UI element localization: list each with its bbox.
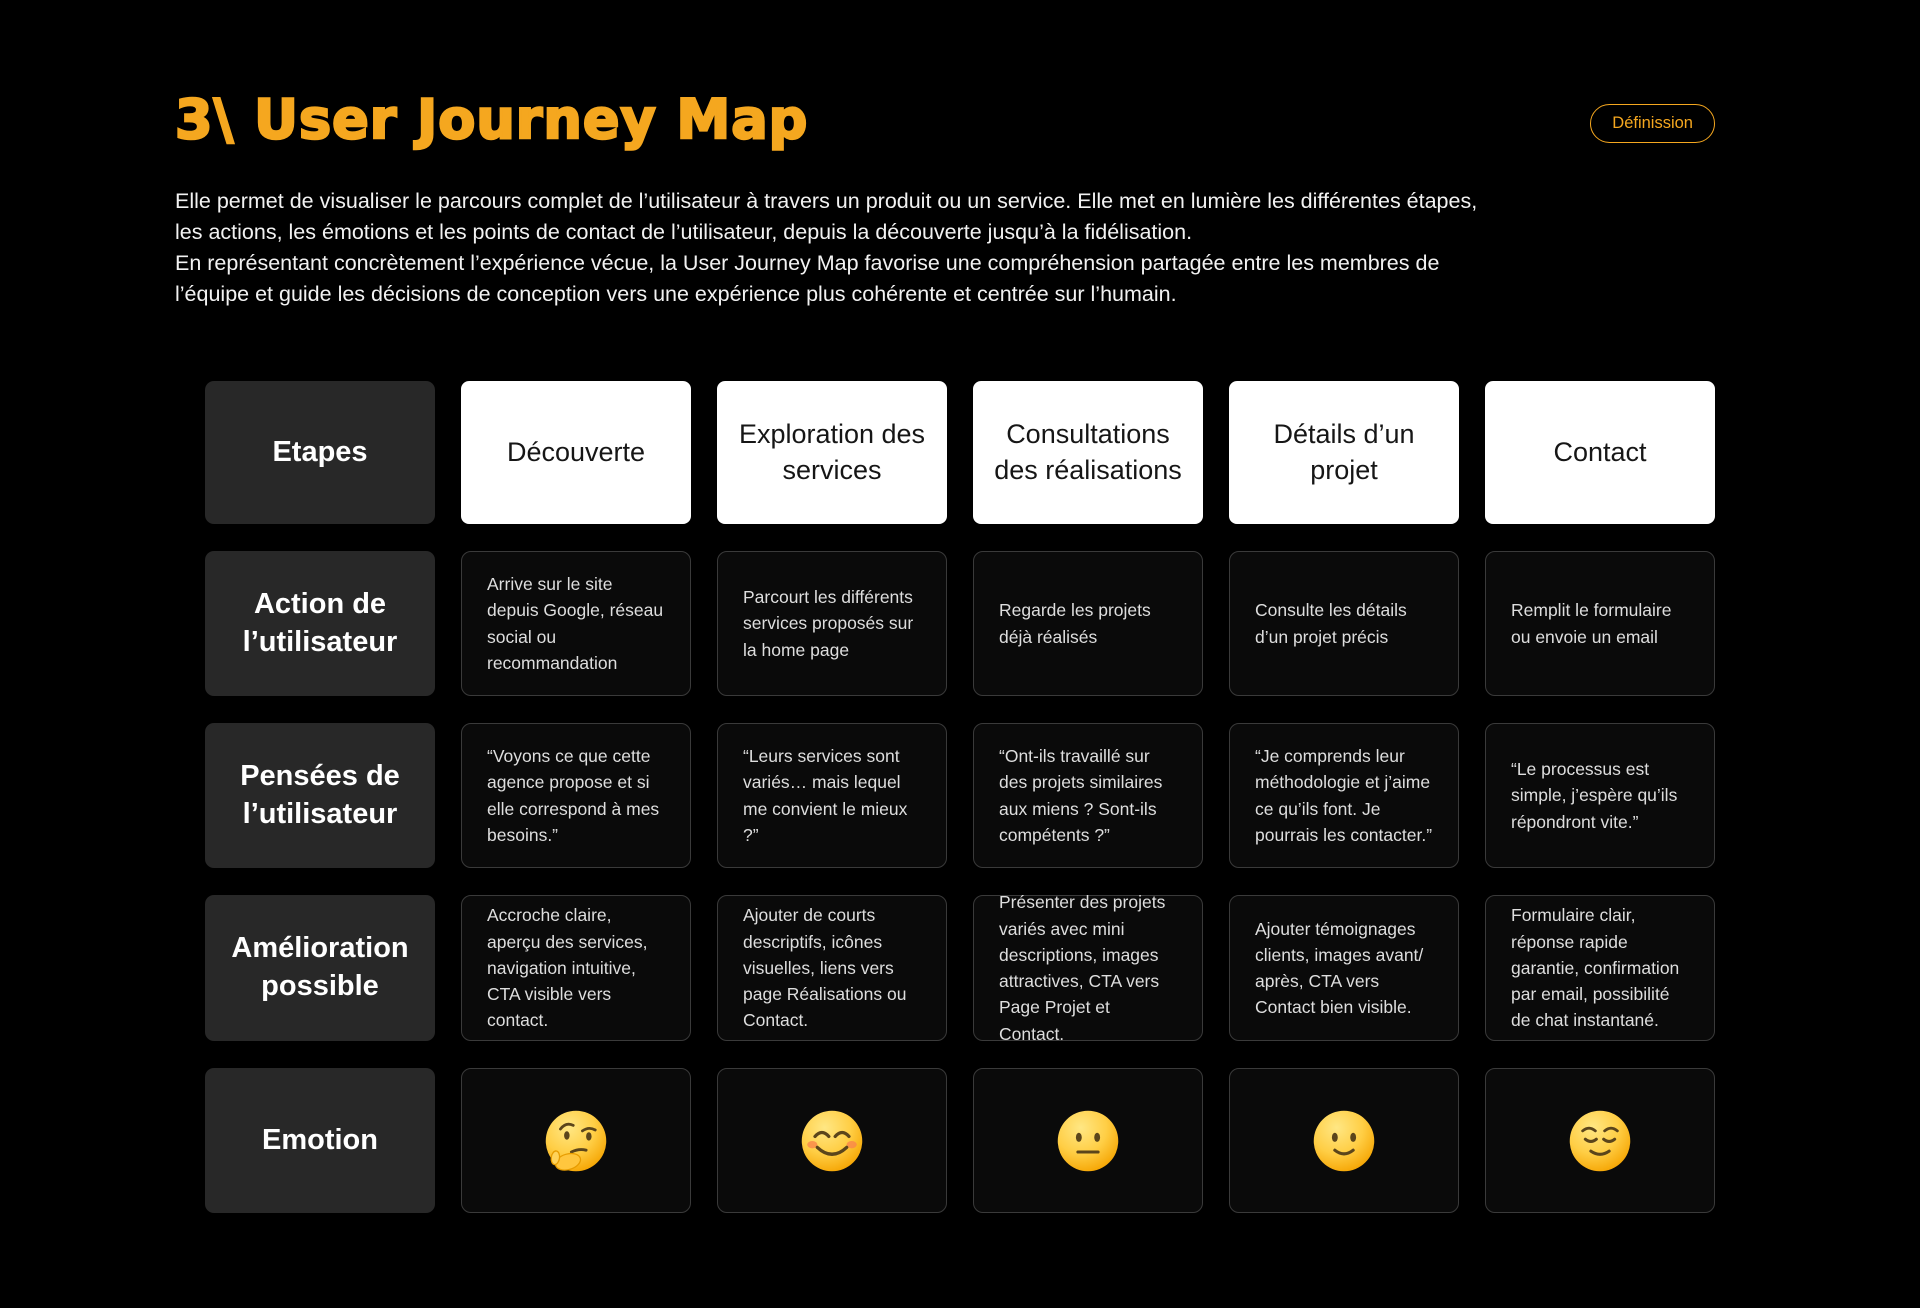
- stage-card: Détails d’un projet: [1229, 381, 1459, 524]
- emotion-slight-smile-icon: [1229, 1068, 1459, 1213]
- intro-line: En représentant concrètement l’expérience vécue, la User Journey Map favorise une compréhension partagée entre les membres de: [175, 251, 1440, 275]
- row-header-actions: Action de l’utilisateur: [205, 551, 435, 696]
- definition-badge[interactable]: Définission: [1590, 104, 1715, 143]
- action-cell: Regarde les projets déjà réalisés: [973, 551, 1203, 696]
- stage-card: Exploration des services: [717, 381, 947, 524]
- thought-cell: “Ont-ils travaillé sur des projets similaires aux miens ? Sont-ils compétents ?”: [973, 723, 1203, 868]
- improvement-cell: Accroche claire, aperçu des services, navigation intuitive, CTA visible vers contact.: [461, 895, 691, 1041]
- intro-line: l’équipe et guide les décisions de conception vers une expérience plus cohérente et centrée sur l’humain.: [175, 282, 1177, 306]
- action-cell: Parcourt les différents services proposés sur la home page: [717, 551, 947, 696]
- row-header-etapes: Etapes: [205, 381, 435, 524]
- thought-cell: “Je comprends leur méthodologie et j’aime ce qu’ils font. Je pourrais les contacter.”: [1229, 723, 1459, 868]
- stage-card: Découverte: [461, 381, 691, 524]
- action-cell: Remplit le formulaire ou envoie un email: [1485, 551, 1715, 696]
- stage-card: Contact: [1485, 381, 1715, 524]
- row-header-thoughts: Pensées de l’utilisateur: [205, 723, 435, 868]
- thought-cell: “Le processus est simple, j’espère qu’ils répondront vite.”: [1485, 723, 1715, 868]
- page-title: 3\ User Journey Map: [175, 88, 809, 151]
- stage-card: Consultations des réalisations: [973, 381, 1203, 524]
- improvement-cell: Ajouter de courts descriptifs, icônes visuelles, liens vers page Réalisations ou Contact.: [717, 895, 947, 1041]
- thought-cell: “Leurs services sont variés… mais lequel me convient le mieux ?”: [717, 723, 947, 868]
- improvement-cell: Présenter des projets variés avec mini descriptions, images attractives, CTA vers Page Projet et Contact.: [973, 895, 1203, 1041]
- intro-line: les actions, les émotions et les points de contact de l’utilisateur, depuis la découverte jusqu’à la fidélisation.: [175, 220, 1193, 244]
- action-cell: Consulte les détails d’un projet précis: [1229, 551, 1459, 696]
- thought-cell: “Voyons ce que cette agence propose et si elle correspond à mes besoins.”: [461, 723, 691, 868]
- action-cell: Arrive sur le site depuis Google, réseau social ou recommandation: [461, 551, 691, 696]
- journey-map-grid: [205, 381, 1715, 1213]
- emotion-relieved-icon: [1485, 1068, 1715, 1213]
- intro-paragraph: [175, 186, 1735, 310]
- emotion-neutral-icon: [973, 1068, 1203, 1213]
- intro-line: Elle permet de visualiser le parcours complet de l’utilisateur à travers un produit ou un service. Elle met en lumière les différentes étapes,: [175, 189, 1478, 213]
- row-header-improvements: Amélioration possible: [205, 895, 435, 1041]
- improvement-cell: Ajouter témoignages clients, images avant/ après, CTA vers Contact bien visible.: [1229, 895, 1459, 1041]
- emotion-smiling-blush-icon: [717, 1068, 947, 1213]
- improvement-cell: Formulaire clair, réponse rapide garantie, confirmation par email, possibilité de chat instantané.: [1485, 895, 1715, 1041]
- emotion-thinking-icon: [461, 1068, 691, 1213]
- row-header-emotion: Emotion: [205, 1068, 435, 1213]
